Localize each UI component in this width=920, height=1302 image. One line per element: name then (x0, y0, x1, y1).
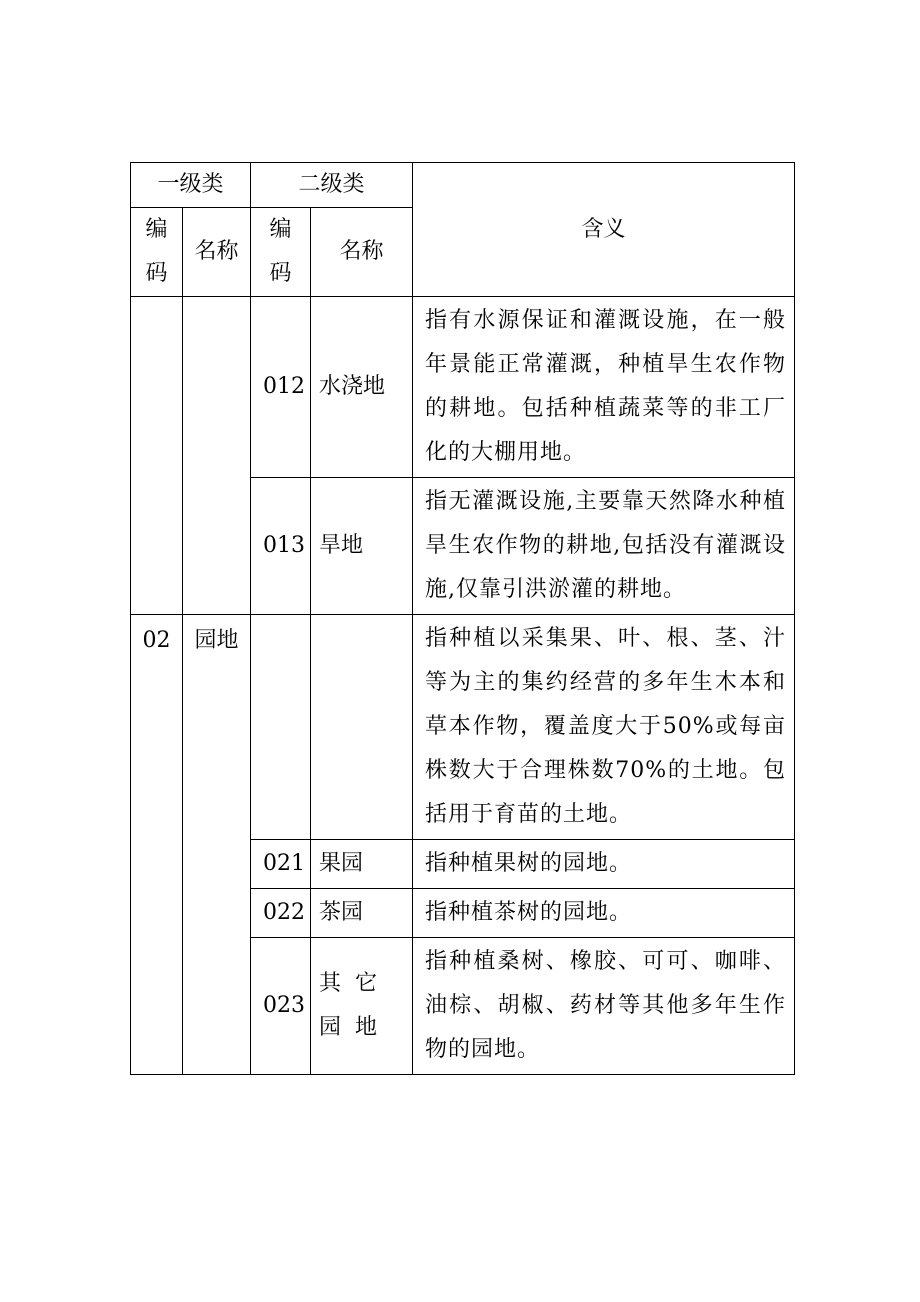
land-classification-table (130, 162, 795, 1075)
code2-cell: 023 (251, 938, 311, 1075)
meaning-cell: 指种植果树的园地。 (413, 840, 795, 889)
header-code2-bottom: 码 (269, 261, 292, 286)
header-name2: 名称 (311, 208, 413, 297)
code2-cell: 022 (251, 889, 311, 938)
name1-cell: 园地 (183, 615, 251, 1075)
table-row (131, 615, 795, 840)
name1-cell (183, 297, 251, 615)
name2-cell (311, 615, 413, 840)
meaning-cell: 指种植以采集果、叶、根、茎、汁等为主的集约经营的多年生木本和草本作物，覆盖度大于50%或每亩株数大于合理株数70%的土地。包括用于育苗的土地。 (413, 615, 795, 840)
header-code2-top: 编 (269, 217, 292, 242)
name2-cell: 旱地 (311, 478, 413, 615)
header-code1-top: 编 (145, 217, 168, 242)
code1-cell: 02 (131, 615, 183, 1075)
name2-cell (311, 938, 413, 1075)
code2-cell: 012 (251, 297, 311, 478)
code2-cell: 013 (251, 478, 311, 615)
name2-cell: 茶园 (311, 889, 413, 938)
name2-cell: 果园 (311, 840, 413, 889)
header-code1 (131, 208, 183, 297)
header-code2 (251, 208, 311, 297)
meaning-cell: 指种植桑树、橡胶、可可、咖啡、油棕、胡椒、药材等其他多年生作物的园地。 (413, 938, 795, 1075)
header-level1: 一级类 (131, 163, 251, 208)
table-row (131, 297, 795, 478)
header-level2: 二级类 (251, 163, 413, 208)
meaning-cell: 指无灌溉设施,主要靠天然降水种植旱生农作物的耕地,包括没有灌溉设施,仅靠引洪淤灌的耕地。 (413, 478, 795, 615)
code1-cell (131, 297, 183, 615)
meaning-cell: 指种植茶树的园地。 (413, 889, 795, 938)
header-meaning: 含义 (413, 163, 795, 297)
header-code1-bottom: 码 (145, 261, 168, 286)
name2-cell: 水浇地 (311, 297, 413, 478)
name2-text: 其它园地 (319, 971, 392, 1040)
meaning-cell: 指有水源保证和灌溉设施，在一般年景能正常灌溉，种植旱生农作物的耕地。包括种植蔬菜等的非工厂化的大棚用地。 (413, 297, 795, 478)
code2-cell (251, 615, 311, 840)
code2-cell: 021 (251, 840, 311, 889)
header-row-1 (131, 163, 795, 208)
header-name1: 名称 (183, 208, 251, 297)
